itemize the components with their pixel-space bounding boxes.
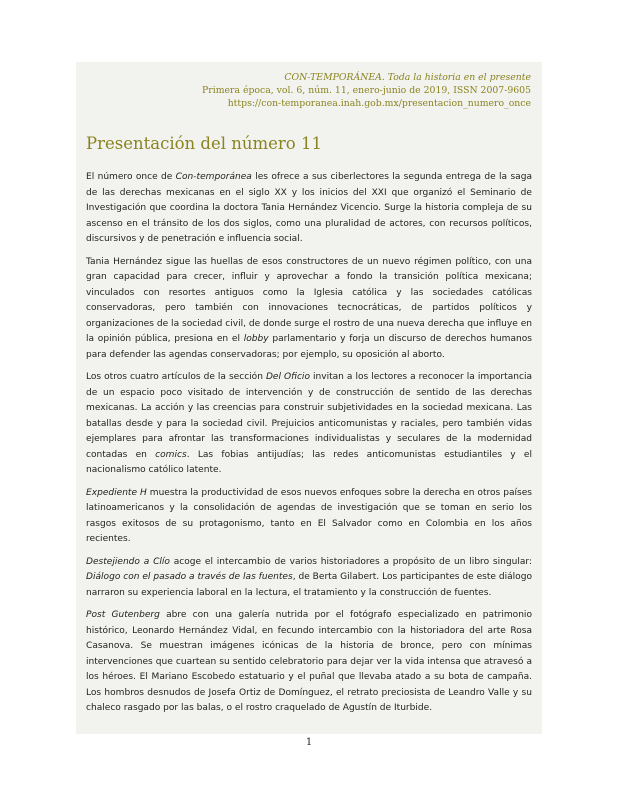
text-run: Tania Hernández sigue las huellas de esos constructores de un nuevo régimen político, con una gran capacidad para crecer, influir y aprovechar a fondo la transición política mexicana; vinculados con resortes antiguos como la Iglesia católica y las sociedades católicas conservadoras, pero también con innovaciones tecnocráticas, de partidos políticos y organizaciones de la sociedad civil, de donde surge el rostro de una nueva derecha que influye en la opinión pública, presiona en el — [86, 256, 532, 344]
text-run: , de Berta Gilabert. Los participantes de este diálogo narraron su experiencia laboral en la lectura, el tratamiento y la construcción de fuentes. — [86, 572, 532, 598]
text-run: abre con una galería nutrida por el fotógrafo especializado en patrimonio histórico, Leonardo Hernández Vidal, en fecundo intercambio con la historiadora del arte Rosa Casanova. Se muestran imágenes icónicas de la historia de bronce, pero con mínimas intervenciones que cuartean su sentido celebratorio para dejar ver la vida intensa que atravesó a los héroes. El Mariano Escobedo estatuario y el puñal que llevaba atado a su bota de campaña. Los hombros desnudos de Josefa Ortiz de Domínguez, el retrato preciosista de Leandro Valle y su chaleco rasgado por las balas, o el rostro craquelado de Agustín de Iturbide. — [86, 610, 532, 713]
page-number: 1 — [305, 737, 313, 748]
paragraph — [86, 170, 532, 248]
text-run: invitan a los lectores a reconocer la importancia de un espacio poco visitado de intervención y de construcción de sentido de las derechas mexicanas. La acción y las creencias para construir subjetividades en la sociedad mexicana. Las batallas desde y para la sociedad civil. Prejuicios anticomunistas y raciales, pero también vidas ejemplares para afrontar las transformaciones individualistas y seculares de la modernidad contadas en — [86, 372, 532, 460]
italic-text: Destejiendo a Clío — [86, 556, 170, 567]
issue-info: Primera época, vol. 6, núm. 11, enero-junio de 2019, ISSN 2007-9605 — [202, 85, 531, 96]
paragraph — [86, 555, 532, 602]
paragraph — [86, 370, 532, 479]
italic-text: Del Oficio — [265, 372, 310, 382]
italic-text: comics — [155, 449, 187, 460]
italic-text: Diálogo con el pasado a través de las fuentes — [86, 572, 293, 582]
paragraph — [86, 486, 532, 548]
italic-text: Expediente H — [86, 487, 147, 498]
article-url[interactable]: https://con-temporanea.inah.gob.mx/presentacion_numero_once — [227, 98, 531, 109]
text-run: acoge el intercambio de varios historiadores a propósito de un libro singular: — [169, 556, 532, 567]
journal-title: CON-TEMPORÁNEA. Toda la historia en el presente — [284, 72, 531, 83]
text-run: El número once de — [86, 172, 176, 182]
running-header — [131, 71, 531, 110]
article-body — [86, 170, 532, 724]
italic-text: Con-temporánea — [175, 172, 252, 182]
paragraph — [86, 608, 532, 717]
italic-text: lobby — [243, 334, 269, 344]
text-run: parlamentario y forja un discurso de derechos humanos para defender las agendas conservadoras; por ejemplo, su oposición al aborto. — [86, 334, 532, 360]
text-run: Los otros cuatro artículos de la sección — [86, 372, 266, 382]
text-run: . Las fobias antijudías; las redes anticomunistas estudiantiles y el nacionalismo católico latente. — [86, 449, 532, 475]
paragraph — [86, 255, 532, 364]
italic-text: Post Gutenberg — [86, 610, 160, 620]
text-run: les ofrece a sus ciberlectores la segunda entrega de la saga de las derechas mexicanas en el siglo XX y los inicios del XXI que organizó el Seminario de Investigación que coordina la doctora Tania Hernández Vicencio. Surge la historia compleja de su ascenso en el tránsito de los dos siglos, como una pluralidad de actores, con recursos políticos, discursivos y de penetración e influencia social. — [86, 172, 532, 244]
page-title: Presentación del número 11 — [86, 134, 322, 153]
text-run: muestra la productividad de esos nuevos enfoques sobre la derecha en otros países latinoamericanos y la consolidación de agendas de investigación que se toman en serio los rasgos exitosos de su protagonismo, tanto en El Salvador como en Colombia en los años recientes. — [86, 487, 532, 544]
